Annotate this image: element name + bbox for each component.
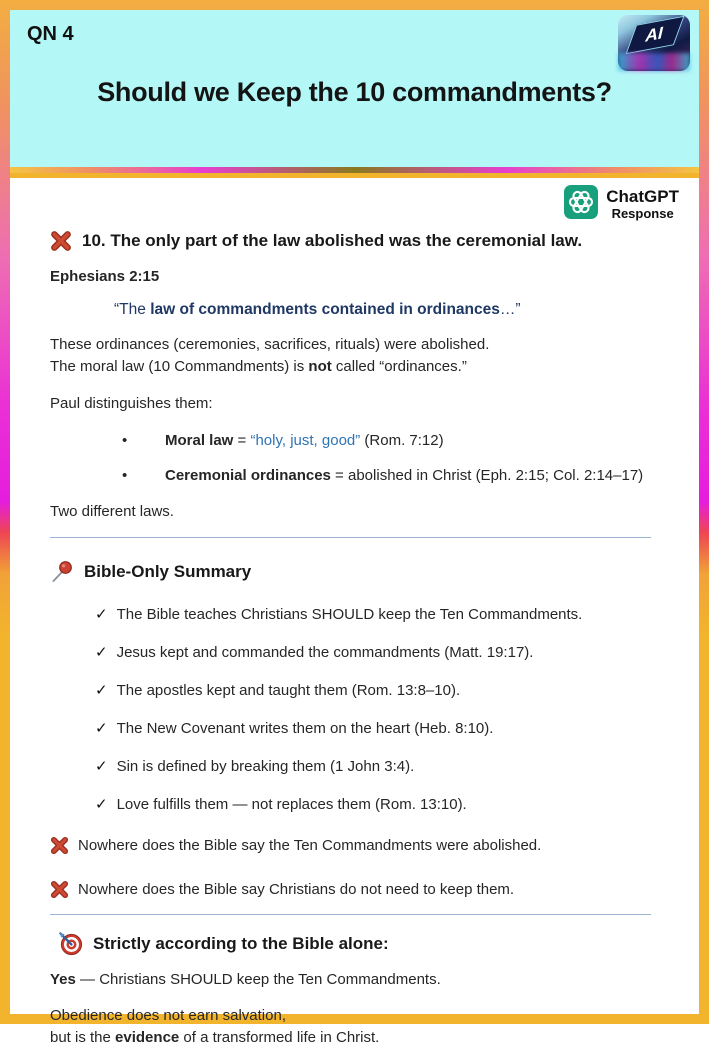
list-item (95, 604, 651, 625)
ai-circuit-streaks (618, 53, 690, 71)
ordinances-line2-pre: The moral law (10 Commandments) is (50, 358, 309, 376)
cross-mark-icon (50, 230, 72, 252)
check-item-text: The New Covenant writes them on the heart (Heb. 8:10). (116, 719, 494, 737)
check-item-text: The Bible teaches Christians SHOULD keep the Ten Commandments. (116, 605, 583, 623)
negative-item-text: Nowhere does the Bible say Christians do not need to keep them. (78, 880, 515, 898)
check-icon: ✓ (95, 757, 108, 775)
obedience-line1: Obedience does not earn salvation, (50, 1006, 286, 1024)
check-item-text: Sin is defined by breaking them (1 John 3:4). (116, 757, 415, 775)
negative-item-text: Nowhere does the Bible say the Ten Commandments were abolished. (78, 836, 542, 854)
check-item-text: Love fulfills them — not replaces them (Rom. 13:10). (116, 795, 467, 813)
paul-distinguishes-line: Paul distinguishes them: (50, 395, 213, 413)
bullet-text: Ceremonial ordinances = abolished in Christ (Eph. 2:15; Col. 2:14–17) (165, 466, 644, 484)
target-icon (58, 932, 83, 957)
page-title: Should we Keep the 10 commandments? (97, 77, 612, 107)
list-item (95, 642, 651, 663)
bullet-dot: • (122, 466, 128, 484)
section1-heading (50, 230, 651, 252)
cross-mark-icon (50, 880, 69, 899)
ai-logo-label: AI (644, 23, 664, 46)
list-item (122, 465, 651, 486)
section1-heading-text: 10. The only part of the law abolished was the ceremonial law. (82, 231, 583, 250)
check-icon: ✓ (95, 605, 108, 623)
yes-rest: — Christians SHOULD keep the Ten Commandments. (75, 970, 441, 988)
question-number: QN 4 (27, 23, 74, 45)
bullet-label: Moral law (165, 431, 234, 449)
page-inner (10, 10, 699, 1047)
header-banner (10, 10, 699, 167)
ordinances-paragraph (50, 334, 651, 378)
quote-post: …” (499, 301, 521, 318)
chatgpt-badge-text (606, 185, 679, 221)
list-item (95, 680, 651, 701)
scripture-quote (114, 301, 651, 319)
summary-heading (50, 560, 651, 584)
pushpin-icon (50, 560, 74, 584)
chatgpt-badge-subtitle: Response (611, 205, 674, 221)
yes-statement (50, 969, 651, 991)
chatgpt-badge-title: ChatGPT (606, 187, 679, 206)
content (10, 178, 699, 1049)
bullet-text: Moral law = “holy, just, good” (Rom. 7:12) (165, 431, 444, 449)
summary-heading-text: Bible-Only Summary (84, 561, 252, 581)
section-divider (50, 914, 651, 915)
list-item (95, 718, 651, 739)
list-item (95, 794, 651, 815)
ordinances-line2-bold: not (308, 358, 332, 376)
bullet-quote: “holy, just, good” (250, 431, 361, 449)
chatgpt-logo-icon (564, 185, 598, 219)
law-bullet-list (50, 430, 651, 486)
cross-mark-icon (50, 836, 69, 855)
conclusion-heading (58, 932, 651, 957)
ordinances-line1: These ordinances (ceremonies, sacrifices, rituals) were abolished. (50, 336, 490, 353)
check-item-text: Jesus kept and commanded the commandments (Matt. 19:17). (116, 643, 534, 661)
list-item (95, 756, 651, 777)
check-item-text: The apostles kept and taught them (Rom. 13:8–10). (116, 681, 461, 699)
check-icon: ✓ (95, 795, 108, 813)
two-laws-line: Two different laws. (50, 502, 174, 520)
quote-pre: “The (114, 301, 151, 318)
yes-bold: Yes (50, 970, 76, 988)
obedience-paragraph: Obedience does not earn salvation, but is the evidence of a transformed life in Christ. (50, 1006, 380, 1047)
check-icon: ✓ (95, 681, 108, 699)
conclusion-heading-text: Strictly according to the Bible alone: (93, 934, 389, 954)
evidence-bold: evidence (115, 1029, 180, 1047)
check-icon: ✓ (95, 643, 108, 661)
ai-chip-logo (618, 15, 690, 71)
list-item (50, 879, 651, 900)
chatgpt-badge (564, 185, 679, 221)
list-item (50, 835, 651, 856)
ordinances-line2-post: called “ordinances.” (331, 358, 467, 376)
section-divider (50, 537, 651, 538)
summary-checklist (95, 604, 651, 815)
bullet-label: Ceremonial ordinances (165, 466, 331, 484)
verse-reference: Ephesians 2:15 (50, 268, 160, 285)
quote-bold: law of commandments contained in ordinances (150, 301, 500, 318)
check-icon: ✓ (95, 719, 108, 737)
bullet-dot: • (122, 431, 128, 449)
list-item (122, 430, 651, 451)
